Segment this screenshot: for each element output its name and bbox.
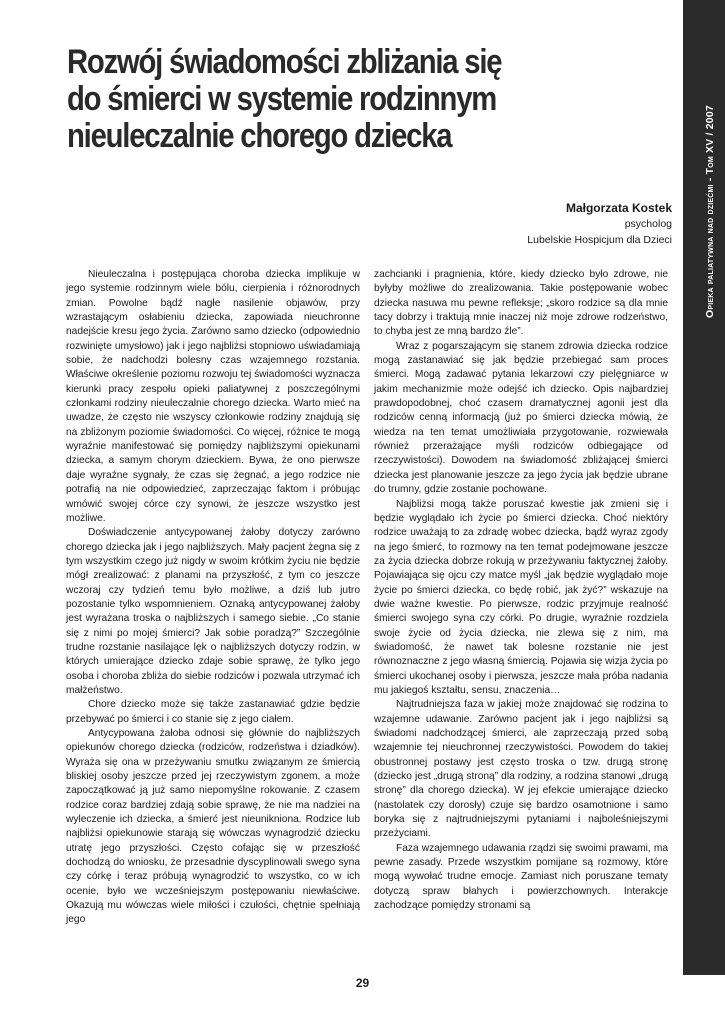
- title-line-3: nieuleczalnie chorego dziecka: [67, 117, 452, 155]
- article-title: [67, 44, 549, 155]
- paragraph: Najbliżsi mogą także poruszać kwestie jak zmieni się i będzie wyglądało ich życie po śmierci dziecka. Choć niektóry rodzice uważają to za zdradę wobec dziecka, bądź wyraz zgody na jego śmierć, to rozmowy na ten temat podejmowane jeszcze za życia dziecka dobrze rokują w przeżywaniu faktycznej żałoby. Pojawiająca się ojcu czy matce myśl „jak będzie wyglądało moje życie po śmierci dziecka, co będę robić, jak żyć?” wskazuje na dwie ważne kwestie. Po pierwsze, rodzic przyjmuje realność śmierci swojego syna czy córki. Po drugie, wyraźnie rozdziela swoje życie od życia dziecka, nie zlewa się z nim, ma świadomość, że nawet tak bolesne rozstanie nie jest równoznaczne z jego własną śmiercią. Pojawia się wizja życia po śmierci ukochanej osoby i pierwsza, jeszcze mała próba nadania mu jakiegoś kształtu, sensu, znaczenia…: [374, 498, 668, 696]
- author-role: psycholog: [624, 218, 672, 230]
- paragraph: Antycypowana żałoba odnosi się głównie do najbliższych opiekunów chorego dziecka (rodziców, rodzeństwa i dziadków). Wyraża się ona w przeżywaniu smutku związanym ze śmiercią bliskiej osoby jeszcze przed jej rzeczywistym zgonem, a może zapoczątkować ją już samo niepomyślne rokowanie. Z czasem rodzice coraz bardziej zdają sobie sprawę, że nie ma nadziei na wyleczenie ich dziecka, a śmierć jest nieunikniona. Rodzice lub najbliżsi opiekunowie starają się wówczas wynagrodzić dziecku utratę jego przyszłości. Często cofając się w przeszłość dochodzą do wniosku, że przesadnie dyscyplinowali swego syna czy córkę i teraz próbują wynagrodzić to wszystko, co w ich ocenie, było we wcześniejszym postępowaniu niewłaściwe. Okazują mu wówczas wiele miłości i czułości, chętnie spełniają jego: [66, 728, 360, 926]
- body-column-left: [66, 268, 360, 928]
- title-line-2: do śmierci w systemie rodzinnym: [67, 80, 497, 118]
- journal-running-title: Opieka paliatywna nad dziećmi - Tom XV / 2007: [704, 105, 716, 318]
- page-number: 29: [355, 976, 370, 990]
- paragraph: Wraz z pogarszającym się stanem zdrowia dziecka rodzice mogą zastanawiać się jak będzie przebiegać sam proces śmierci. Mogą zadawać pytania lekarzowi czy pielęgniarce w jakim mechanizmie może odejść ich dziecko. Opis najbardziej prawdopodobnej, choć czasem dramatycznej agonii jest dla rodziców cenną informacją (już po śmierci dziecka mówią, że wiedza na ten temat umożliwiała przygotowanie, rozwiewała również przerażające myśli rodziców odbiegające od rzeczywistości). Dowodem na świadomość zbliżającej śmierci dziecka jest planowanie jeszcze za jego życia jak będzie ubrane do trumny, gdzie zostanie pochowane.: [374, 340, 668, 496]
- paragraph-continued: zachcianki i pragnienia, które, kiedy dziecko było zdrowe, nie byłyby możliwe do zrealizowania. Takie postępowanie wobec dziecka nasuwa mu pewne refleksje; „skoro rodzice są dla mnie tacy dobrzy i traktują mnie inaczej niż moje zdrowe rodzeństwo, to chyba jest ze mną bardzo źle”.: [374, 269, 668, 338]
- paragraph: Nieuleczalna i postępująca choroba dziecka implikuje w jego systemie rodzinnym wiele bólu, cierpienia i różnorodnych zmian. Powolne bądź nagłe nasilenie objawów, przy wzrastającym osłabieniu dziecka, zapowiada nieuchronne nadejście kresu jego życia. Zarówno samo dziecko (odpowiednio rozwinięte umysłowo) jak i jego najbliżsi stopniowo uświadamiają sobie, że nadchodzi bolesny czas wzajemnego rozstania. Właściwe określenie poziomu rozwoju tej świadomości wyznacza kierunki pracy zespołu opieki paliatywnej z poszczególnymi członkami rodziny nieuleczalnie chorego dziecka. Warto mieć na uwadze, że często nie wszyscy członkowie rodziny znajdują się na zbliżonym poziomie świadomości. Co więcej, różnice te mogą wyraźnie manifestować się pomiędzy najbliższymi opiekunami dziecka, a samym chorym dzieckiem. Bywa, że ono pierwsze daje wyraźne sygnały, że czas się żegnać, a jego rodzice nie potrafią na nie odpowiedzieć, zaprzeczając faktom i próbując wmówić swojej córce czy synowi, że jeszcze wszystko jest możliwe.: [66, 269, 360, 524]
- title-line-1: Rozwój świadomości zbliżania się: [67, 43, 502, 81]
- paragraph: Faza wzajemnego udawania rządzi się swoimi prawami, ma pewne zasady. Przede wszystkim pomijane są rozmowy, które mogą wywołać trudne emocje. Zamiast nich poruszane tematy dotyczą spraw błahych i powierzchownych. Interakcje zachodzące pomiędzy stronami są: [374, 842, 668, 912]
- paragraph: Doświadczenie antycypowanej żałoby dotyczy zarówno chorego dziecka jak i jego najbliższych. Mały pacjent żegna się z tym wszystkim czego już nigdy w swoim krótkim życiu nie będzie mógł zrealizować: z planami na przyszłość, z tym co jeszcze wczoraj czy tydzień temu było możliwe, a dziś lub jutro pozostanie tylko wspomnieniem. Oznaką antycypowanej żałoby jest wyrażana troska o najbliższych i samego siebie. „Co stanie się z nimi po mojej śmierci? Jak sobie poradzą?” Szczególnie trudne rozstanie nasilające lęk o najbliższych dotyczy rodzin, w których umierające dziecko zdaje sobie sprawę, że tylko jego osoba i choroba zbliża do siebie rodziców i pozwala utrzymać ich małżeństwo.: [66, 527, 360, 696]
- author-affiliation: Lubelskie Hospicjum dla Dzieci: [527, 234, 672, 246]
- body-column-right: [374, 268, 668, 913]
- author-block: [527, 200, 672, 248]
- paragraph: Najtrudniejsza faza w jakiej może znajdować się rodzina to wzajemne udawanie. Zarówno pacjent jak i jego najbliżsi są świadomi nadchodzącej śmierci, ale zaprzeczają przed sobą wzajemnie tej nieuchronnej rzeczywistości. Powodem do takiej obustronnej postawy jest często troska o tzw. drugą stronę (dziecko jest „drugą stroną” dla rodziny, a rodzina stanowi „drugą stronę” dla chorego dziecka). W jej efekcie umierające dziecko (nastolatek czy dorosły) czuje się bardzo osamotnione i samo boryka się z najtrudniejszymi pytaniami i najboleśniejszymi przeżyciami.: [374, 699, 668, 840]
- paragraph: Chore dziecko może się także zastanawiać gdzie będzie przebywać po śmierci i co stanie się z jego ciałem.: [66, 699, 360, 725]
- author-name: Małgorzata Kostek: [565, 201, 672, 215]
